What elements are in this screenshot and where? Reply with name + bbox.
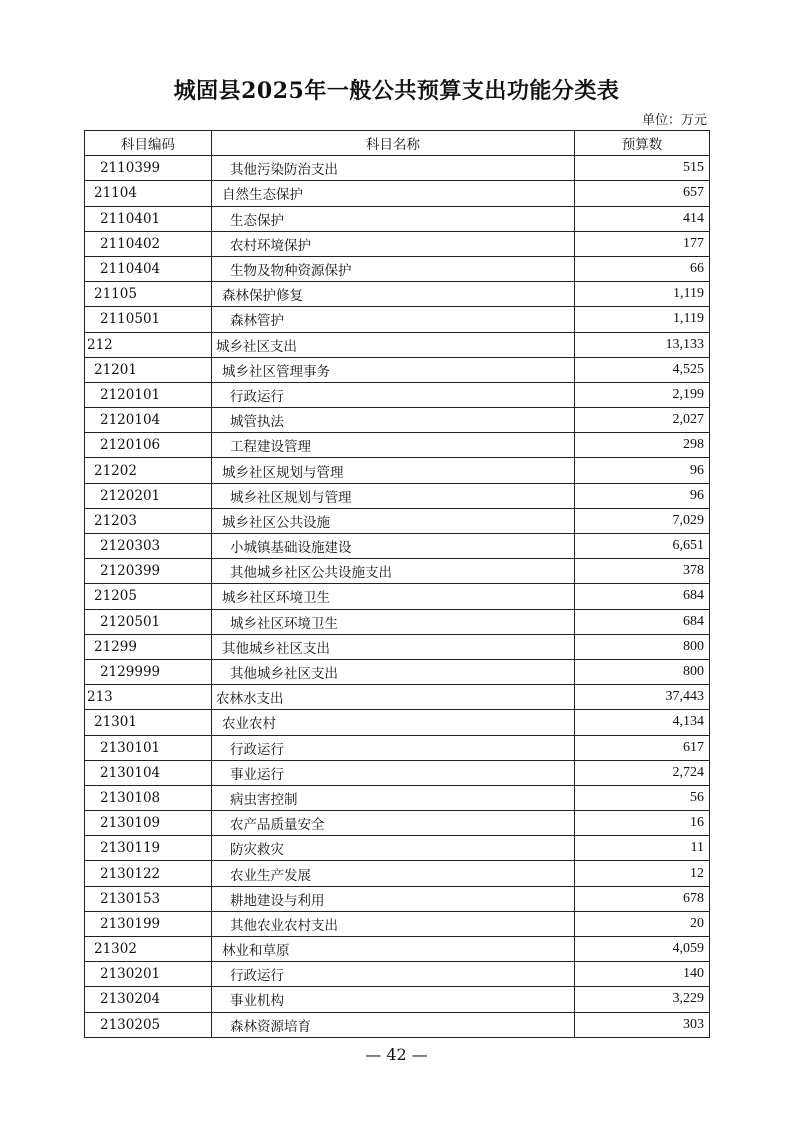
cell-amount: 11	[575, 836, 710, 861]
cell-code: 2120101	[85, 382, 212, 407]
cell-name: 生物及物种资源保护	[212, 256, 575, 281]
cell-code: 21302	[85, 937, 212, 962]
table-row	[85, 710, 710, 735]
cell-amount: 37,443	[575, 685, 710, 710]
table-row	[85, 357, 710, 382]
cell-name: 其他城乡社区支出	[212, 634, 575, 659]
cell-amount: 414	[575, 206, 710, 231]
cell-name: 其他污染防治支出	[212, 156, 575, 181]
table-row	[85, 181, 710, 206]
cell-amount: 66	[575, 256, 710, 281]
table-row	[85, 785, 710, 810]
table-row	[85, 231, 710, 256]
cell-code: 2120106	[85, 433, 212, 458]
cell-amount: 657	[575, 181, 710, 206]
cell-code: 2120303	[85, 534, 212, 559]
table-row	[85, 962, 710, 987]
cell-name: 耕地建设与利用	[212, 886, 575, 911]
table-row	[85, 609, 710, 634]
cell-code: 212	[85, 332, 212, 357]
cell-code: 2130104	[85, 760, 212, 785]
cell-name: 农产品质量安全	[212, 811, 575, 836]
cell-amount: 1,119	[575, 307, 710, 332]
cell-name: 事业运行	[212, 760, 575, 785]
cell-amount: 16	[575, 811, 710, 836]
page-number: — 42 —	[365, 1045, 428, 1064]
cell-name: 森林保护修复	[212, 282, 575, 307]
cell-name: 工程建设管理	[212, 433, 575, 458]
table-row	[85, 508, 710, 533]
cell-code: 2110401	[85, 206, 212, 231]
cell-code: 2130119	[85, 836, 212, 861]
table-row	[85, 382, 710, 407]
cell-amount: 13,133	[575, 332, 710, 357]
table-row	[85, 433, 710, 458]
cell-code: 2110404	[85, 256, 212, 281]
cell-code: 2130204	[85, 987, 212, 1012]
cell-name: 城乡社区环境卫生	[212, 584, 575, 609]
cell-amount: 617	[575, 735, 710, 760]
table-row	[85, 634, 710, 659]
cell-name: 事业机构	[212, 987, 575, 1012]
cell-amount: 378	[575, 559, 710, 584]
table-row	[85, 911, 710, 936]
cell-name: 城乡社区支出	[212, 332, 575, 357]
table-row	[85, 206, 710, 231]
header-amount: 预算数	[575, 131, 710, 156]
cell-code: 213	[85, 685, 212, 710]
cell-amount: 4,134	[575, 710, 710, 735]
table-row	[85, 1012, 710, 1037]
table-row	[85, 307, 710, 332]
cell-code: 2120501	[85, 609, 212, 634]
table-row	[85, 861, 710, 886]
cell-name: 自然生态保护	[212, 181, 575, 206]
table-row	[85, 987, 710, 1012]
cell-name: 森林管护	[212, 307, 575, 332]
cell-code: 2130205	[85, 1012, 212, 1037]
cell-name: 城乡社区公共设施	[212, 508, 575, 533]
cell-amount: 515	[575, 156, 710, 181]
header-code: 科目编码	[85, 131, 212, 156]
cell-amount: 96	[575, 483, 710, 508]
cell-amount: 7,029	[575, 508, 710, 533]
cell-code: 2130109	[85, 811, 212, 836]
cell-code: 2129999	[85, 659, 212, 684]
cell-amount: 298	[575, 433, 710, 458]
table-row	[85, 886, 710, 911]
cell-name: 城乡社区环境卫生	[212, 609, 575, 634]
cell-code: 2110501	[85, 307, 212, 332]
cell-code: 2130108	[85, 785, 212, 810]
table-body	[85, 156, 710, 1038]
cell-name: 城乡社区规划与管理	[212, 483, 575, 508]
cell-code: 2130122	[85, 861, 212, 886]
unit-label: 单位：万元	[641, 113, 707, 128]
cell-name: 城乡社区管理事务	[212, 357, 575, 382]
table-row	[85, 256, 710, 281]
header-name: 科目名称	[212, 131, 575, 156]
cell-amount: 2,724	[575, 760, 710, 785]
cell-amount: 6,651	[575, 534, 710, 559]
cell-amount: 4,525	[575, 357, 710, 382]
table-row	[85, 760, 710, 785]
cell-code: 21105	[85, 282, 212, 307]
cell-amount: 800	[575, 634, 710, 659]
table-row	[85, 156, 710, 181]
table-row	[85, 483, 710, 508]
cell-name: 其他城乡社区公共设施支出	[212, 559, 575, 584]
cell-code: 2120104	[85, 408, 212, 433]
cell-code: 21301	[85, 710, 212, 735]
cell-amount: 4,059	[575, 937, 710, 962]
cell-code: 21201	[85, 357, 212, 382]
table-row	[85, 937, 710, 962]
cell-name: 城乡社区规划与管理	[212, 458, 575, 483]
cell-code: 2120201	[85, 483, 212, 508]
cell-amount: 56	[575, 785, 710, 810]
table-row	[85, 685, 710, 710]
table-row	[85, 458, 710, 483]
cell-code: 2110399	[85, 156, 212, 181]
cell-code: 2130153	[85, 886, 212, 911]
cell-name: 小城镇基础设施建设	[212, 534, 575, 559]
table-row	[85, 559, 710, 584]
table-row	[85, 584, 710, 609]
cell-code: 21203	[85, 508, 212, 533]
cell-name: 防灾救灾	[212, 836, 575, 861]
table-row	[85, 735, 710, 760]
table-header-row	[85, 131, 710, 156]
cell-name: 行政运行	[212, 382, 575, 407]
cell-code: 2130101	[85, 735, 212, 760]
cell-code: 21202	[85, 458, 212, 483]
cell-name: 行政运行	[212, 962, 575, 987]
cell-amount: 678	[575, 886, 710, 911]
table-row	[85, 408, 710, 433]
cell-amount: 684	[575, 609, 710, 634]
cell-code: 2130201	[85, 962, 212, 987]
table-row	[85, 332, 710, 357]
cell-amount: 96	[575, 458, 710, 483]
cell-amount: 2,199	[575, 382, 710, 407]
cell-amount: 140	[575, 962, 710, 987]
cell-name: 农业生产发展	[212, 861, 575, 886]
cell-name: 城管执法	[212, 408, 575, 433]
cell-amount: 20	[575, 911, 710, 936]
cell-code: 21299	[85, 634, 212, 659]
cell-amount: 3,229	[575, 987, 710, 1012]
cell-code: 2110402	[85, 231, 212, 256]
budget-table	[84, 130, 710, 1038]
document-title: 城固县2025年一般公共预算支出功能分类表	[173, 78, 620, 104]
cell-name: 农村环境保护	[212, 231, 575, 256]
table-row	[85, 282, 710, 307]
cell-amount: 177	[575, 231, 710, 256]
table-row	[85, 659, 710, 684]
cell-name: 农业农村	[212, 710, 575, 735]
cell-code: 21104	[85, 181, 212, 206]
cell-name: 行政运行	[212, 735, 575, 760]
cell-amount: 684	[575, 584, 710, 609]
cell-code: 2130199	[85, 911, 212, 936]
cell-amount: 800	[575, 659, 710, 684]
cell-amount: 1,119	[575, 282, 710, 307]
cell-name: 其他城乡社区支出	[212, 659, 575, 684]
table-row	[85, 811, 710, 836]
cell-code: 21205	[85, 584, 212, 609]
table-row	[85, 534, 710, 559]
cell-code: 2120399	[85, 559, 212, 584]
cell-name: 生态保护	[212, 206, 575, 231]
table-row	[85, 836, 710, 861]
cell-amount: 12	[575, 861, 710, 886]
cell-amount: 303	[575, 1012, 710, 1037]
cell-amount: 2,027	[575, 408, 710, 433]
cell-name: 其他农业农村支出	[212, 911, 575, 936]
cell-name: 病虫害控制	[212, 785, 575, 810]
cell-name: 农林水支出	[212, 685, 575, 710]
cell-name: 林业和草原	[212, 937, 575, 962]
cell-name: 森林资源培育	[212, 1012, 575, 1037]
